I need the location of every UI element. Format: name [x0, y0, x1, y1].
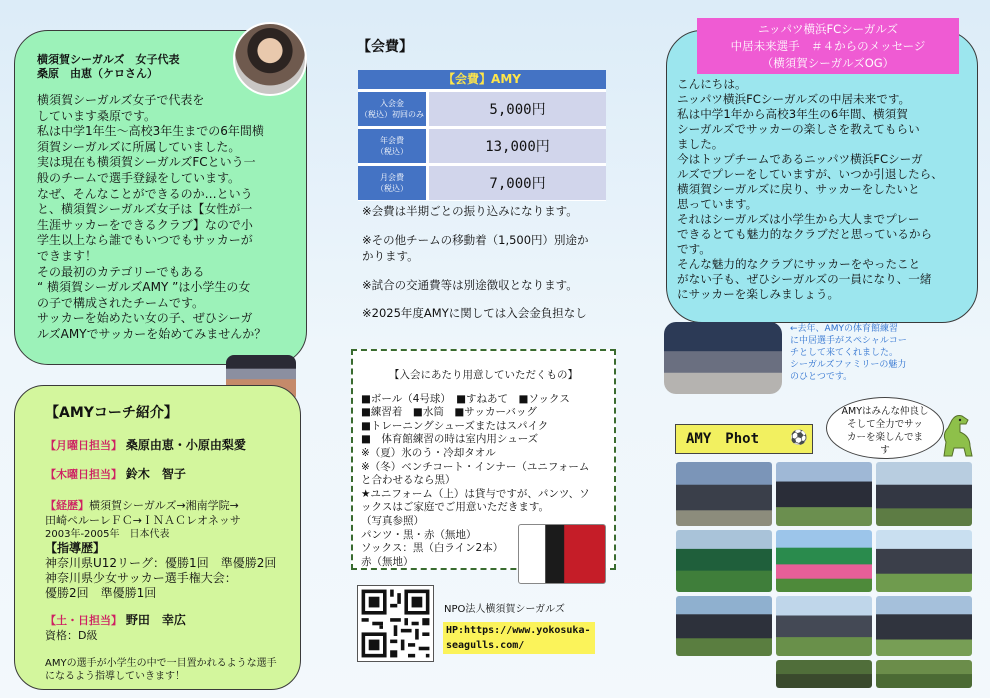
- weekend-tag: 【土・日担当】: [45, 614, 122, 627]
- coach-qualification: 資格：D級: [45, 629, 98, 642]
- record-line2: 神奈川県少女サッカー選手権大会：: [45, 571, 237, 585]
- closing-line2: になるよう指導していきます！: [45, 671, 185, 682]
- fee-table: [358, 70, 606, 201]
- career-line2: 田崎ペルーレＦＣ→ＩＮＡＣレオネッサ: [45, 514, 241, 527]
- fee-section-title: 【会費】: [357, 39, 413, 55]
- record-line3: 優勝2回 準優勝1回: [45, 586, 157, 600]
- fee-label: 入会金 （税込）初回のみ: [358, 92, 426, 126]
- preparation-heading: 【入会にあたり用意していただくもの】: [389, 369, 578, 381]
- career-tag: 【経歴】: [45, 499, 89, 512]
- player-message-header: ニッパツ横浜FCシーガルズ 中居未来選手 ＃４からのメッセージ （横須賀シーガルズOG）: [697, 18, 959, 74]
- team-gym-photo: [664, 322, 782, 394]
- amy-photo: [676, 596, 772, 656]
- record-line1: 神奈川県U12リーグ：優勝1回 準優勝2回: [45, 556, 277, 570]
- intro-text: 横須賀シーガルズ女子で代表を しています桑原です。 私は中学1年生～高校3年生までの6年間横 須賀シーガルズに所属していました。 実は現在も横須賀シーガルズFCという一 般のチームで選手登録をしています。 なぜ、そんなことができるのか…という と、横須賀シーガルズ女子は【女性が一 生涯サッカーをできるクラブ】なので小 学生以上なら誰でもいつでもサッカーが できます！ その最初のカテゴリーでもある “ 横須賀シーガルズAMY ”は小学生の女 の子で構成されたチームです。 サッカーを始めたい女の子、ぜひシーガ ルズAMYでサッカーを始めてみませんか？: [37, 93, 267, 341]
- fee-amount: 5,000円: [429, 92, 606, 126]
- career-line1: 横須賀シーガルズ→湘南学院→: [89, 499, 239, 512]
- fee-note-2: ※その他チームの移動着（1,500円）別途か かります。: [362, 233, 589, 263]
- fee-row: [358, 166, 606, 200]
- npo-name: NPO法人横須賀シーガルズ: [444, 604, 565, 615]
- career-line3: 2003年-2005年 日本代表: [45, 529, 170, 540]
- amy-photo: [876, 596, 972, 656]
- fee-label: 月会費 （税込）: [358, 166, 426, 200]
- fee-note-1: ※会費は半期ごとの振り込みになります。: [362, 204, 578, 218]
- amy-photo: [776, 596, 872, 656]
- amy-photo: [676, 462, 772, 526]
- thursday-tag: 【木曜日担当】: [45, 468, 122, 481]
- uniform-photo: [518, 524, 606, 584]
- record-title: 【指導歴】: [45, 541, 106, 555]
- amy-speech-bubble: AMYはみんな仲良し そして全力でサッ カーを楽しんでま す: [826, 397, 944, 459]
- fee-row: [358, 129, 606, 163]
- amy-photo: [776, 660, 872, 688]
- weekend-coach: 野田 幸広: [125, 613, 186, 627]
- fee-table-header: 【会費】AMY: [358, 70, 606, 89]
- amy-photo: [776, 462, 872, 526]
- monday-coaches: 桑原由恵・小原由梨愛: [125, 438, 246, 452]
- coach-section-title: 【AMYコーチ紹介】: [45, 405, 178, 421]
- amy-photo: [876, 462, 972, 526]
- soccer-player-icon: ⚽: [790, 430, 808, 446]
- representative-name-line1: 横須賀シーガルズ 女子代表: [37, 53, 180, 66]
- fee-note-4: ※2025年度AMYに関しては入会金負担なし: [362, 306, 587, 320]
- preparation-items: ■ボール（4号球） ■すねあて ■ソックス ■練習着 ■水筒 ■サッカーバッグ ■トレーニングシューズまたはスパイク ■ 体育館練習の時は室内用シューズ ※（夏）氷のう・冷却タオル ※（冬）ベンチコート・インナー（ユニフォーム と合わせるなら黒） ★ユニフォーム（上）は貸与ですが、パンツ、ソ ックスはご家庭でご用意いただきます。 （写真参照） パンツ・黒・赤（無地） ソックス：黒（白ライン2本） 赤（無地）: [361, 392, 590, 568]
- homepage-link[interactable]: HP:https://www.yokosuka- seagulls.com/: [443, 622, 595, 654]
- amy-photo: [676, 530, 772, 592]
- fee-amount: 7,000円: [429, 166, 606, 200]
- representative-name-line2: 桑原 由恵（ケロさん）: [37, 67, 158, 80]
- fee-amount: 13,000円: [429, 129, 606, 163]
- amy-photo-grid: [676, 462, 974, 688]
- dinosaur-icon: [936, 412, 978, 458]
- monday-tag: 【月曜日担当】: [45, 439, 122, 452]
- fee-label: 年会費 （税込）: [358, 129, 426, 163]
- representative-photo: [233, 22, 307, 96]
- qr-code-icon[interactable]: [357, 585, 434, 662]
- player-message-text: こんにちは。 ニッパツ横浜FCシーガルズの中居未来です。 私は中学1年から高校3年生の6年間、横須賀 シーガルズでサッカーの楽しさを教えてもらい ました。 今はトップチームであるニッパツ横浜FCシーガ ルズでプレーをしていますが、いつか引退したら、 横須賀シーガルズに戻り、サッカーをしたいと 思っています。 それはシーガルズは小学生から大人までプレー できるとても魅力的なクラブだと思っているから です。 そんな魅力的なクラブにサッカーをやったこと がない子も、ぜひシーガルズの一員になり、一緒 にサッカーを楽しみましょう。: [677, 77, 943, 301]
- amy-photo: [876, 530, 972, 592]
- team-photo-caption: ←去年、AMYの体育館練習 に中居選手がスペシャルコー チとして来てくれました。 シーガルズファミリーの魅力 のひとつです。: [790, 324, 907, 382]
- fee-note-3: ※試合の交通費等は別途徴収となります。: [362, 278, 578, 292]
- closing-line1: AMYの選手が小学生の中で一目置かれるような選手: [45, 658, 277, 669]
- coach-intro-bubble: [14, 385, 301, 690]
- amy-photo: [876, 660, 972, 688]
- fee-row: [358, 92, 606, 126]
- amy-photo-title: AMY Phot: [675, 424, 813, 454]
- amy-photo: [776, 530, 872, 592]
- thursday-coach: 鈴木 智子: [125, 467, 186, 481]
